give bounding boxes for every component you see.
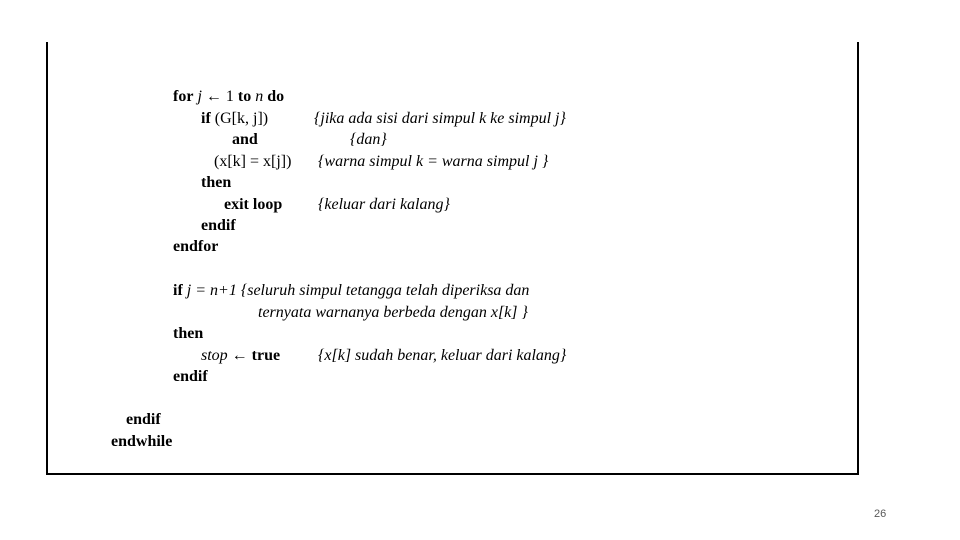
- code-frame: [46, 42, 859, 475]
- for-variable: j: [197, 88, 202, 105]
- comment-2: {warna simpul k = warna simpul j }: [318, 153, 549, 170]
- endif-keyword-2: endif: [173, 368, 208, 385]
- comment-1: {jika ada sisi dari simpul k ke simpul j}: [314, 110, 566, 127]
- condition-2: (x[k] = x[j]): [214, 153, 292, 170]
- assign-arrow: ←: [205, 88, 222, 105]
- page-number: 26: [874, 508, 887, 520]
- start-value: 1: [225, 88, 234, 105]
- if-condition-2: j = n+1: [186, 282, 237, 299]
- if-keyword-2: if: [173, 282, 183, 299]
- if-condition-1: (G[k, j]): [214, 110, 269, 127]
- comment-stop: {x[k] sudah benar, keluar dari kalang}: [318, 347, 567, 364]
- then-keyword-2: then: [173, 325, 204, 342]
- if-keyword-1: if: [201, 110, 211, 127]
- assign-arrow-2: ←: [231, 347, 248, 364]
- for-keyword: for: [173, 88, 194, 105]
- comment-exit: {keluar dari kalang}: [318, 196, 450, 213]
- comment-and: {dan}: [350, 131, 387, 148]
- endif-keyword-3: endif: [126, 411, 161, 428]
- stop-variable: stop: [201, 347, 228, 364]
- to-keyword: to: [237, 88, 252, 105]
- if-line-1: [201, 109, 268, 129]
- if-line-2: [173, 281, 529, 301]
- comment-3-line-1: {seluruh simpul tetangga telah diperiksa dan: [240, 282, 530, 299]
- for-line: [173, 87, 284, 107]
- endwhile-keyword: endwhile: [111, 433, 173, 450]
- do-keyword: do: [267, 88, 285, 105]
- stop-line: [201, 346, 280, 366]
- endfor-keyword: endfor: [173, 238, 219, 255]
- exit-loop-keyword: exit loop: [224, 196, 283, 213]
- and-keyword: and: [232, 131, 258, 148]
- true-keyword: true: [251, 347, 281, 364]
- endif-keyword-1: endif: [201, 217, 236, 234]
- comment-3-line-2: ternyata warnanya berbeda dengan x[k] }: [258, 304, 528, 321]
- end-variable: n: [255, 88, 264, 105]
- then-keyword-1: then: [201, 174, 232, 191]
